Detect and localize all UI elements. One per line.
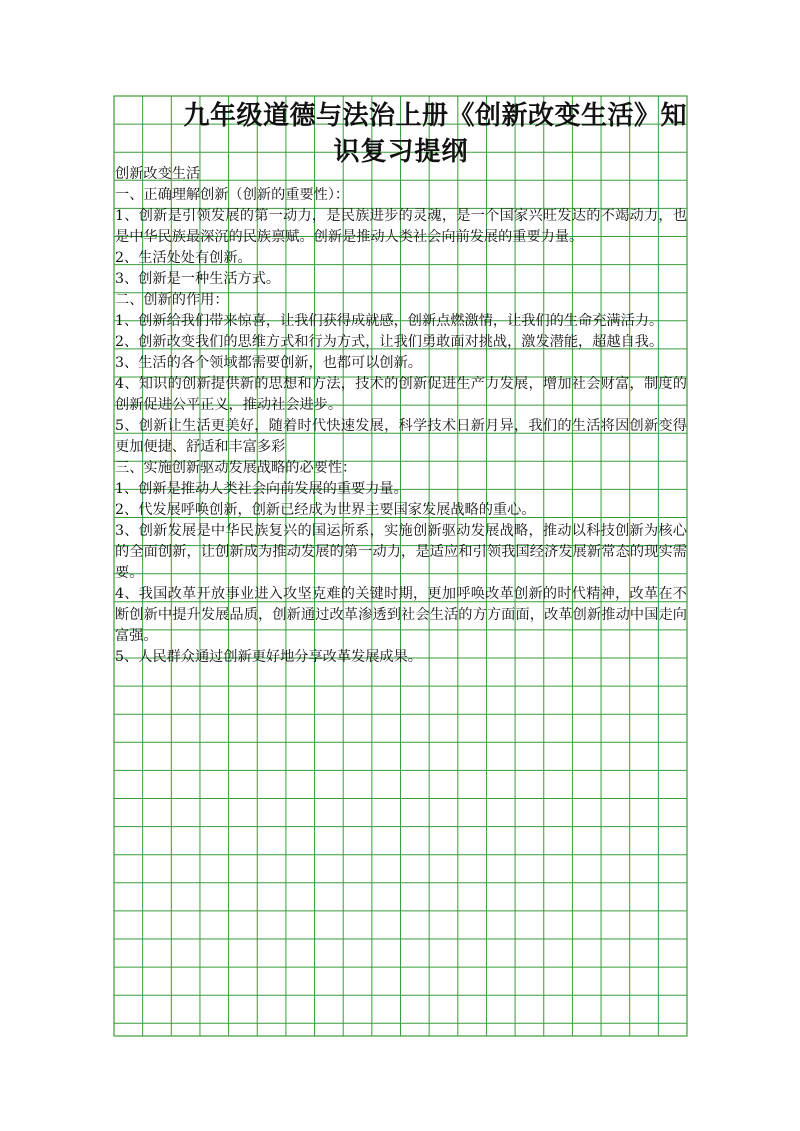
paragraph: 2、创新改变我们的思维方式和行为方式，让我们勇敢面对挑战，激发潜能，超越自我。 [115,334,664,350]
section-heading: 一、正确理解创新（创新的重要性）： [115,187,350,203]
paragraph: 3、创新发展是中华民族复兴的国运所系，实施创新驱动发展战略，推动以科技创新为核心的全面创新，让创新成为推动发展的第一动力，是适应和引领我国经济发展新常态的现实需要。 [115,523,687,581]
section-heading: 三、实施创新驱动发展战略的必要性： [115,460,357,476]
section-heading: 二、创新的作用： [115,292,229,308]
paragraph: 5、创新让生活更美好，随着时代快速发展，科学技术日新月异，我们的生活将因创新变得更加便捷、舒适和丰富多彩 [115,418,687,455]
document-title-line-1: 九年级道德与法治上册《创新改变生活》知 [183,101,687,131]
paragraph: 5、人民群众通过创新更好地分享改革发展成果。 [115,649,422,665]
document-body [115,164,687,668]
paragraph: 3、创新是一种生活方式。 [115,271,281,287]
paragraph: 1、创新给我们带来惊喜，让我们获得成就感，创新点燃激情，让我们的生命充满活力。 [115,313,664,329]
paragraph: 1、创新是推动人类社会向前发展的重要力量。 [115,481,408,497]
section-heading: 创新改变生活 [115,166,201,182]
paragraph: 4、我国改革开放事业进入攻坚克难的关键时期，更加呼唤改革创新的时代精神，改革在不断创新中提升发展品质，创新通过改革渗透到社会生活的方方面面，改革创新推动中国走向富强。 [115,586,687,644]
document-title-line-2: 识复习提纲 [333,137,469,167]
paragraph: 1、创新是引领发展的第一动力，是民族进步的灵魂，是一个国家兴旺发达的不竭动力，也是中华民族最深沉的民族禀赋。创新是推动人类社会向前发展的重要力量。 [115,208,687,245]
paragraph: 2、生活处处有创新。 [115,250,252,266]
paragraph: 4、知识的创新提供新的思想和方法，技术的创新促进生产力发展，增加社会财富，制度的创新促进公平正义，推动社会进步。 [115,376,687,413]
paragraph: 3、生活的各个领域都需要创新，也都可以创新。 [115,355,422,371]
paragraph: 2、代发展呼唤创新，创新已经成为世界主要国家发展战略的重心。 [115,502,536,518]
